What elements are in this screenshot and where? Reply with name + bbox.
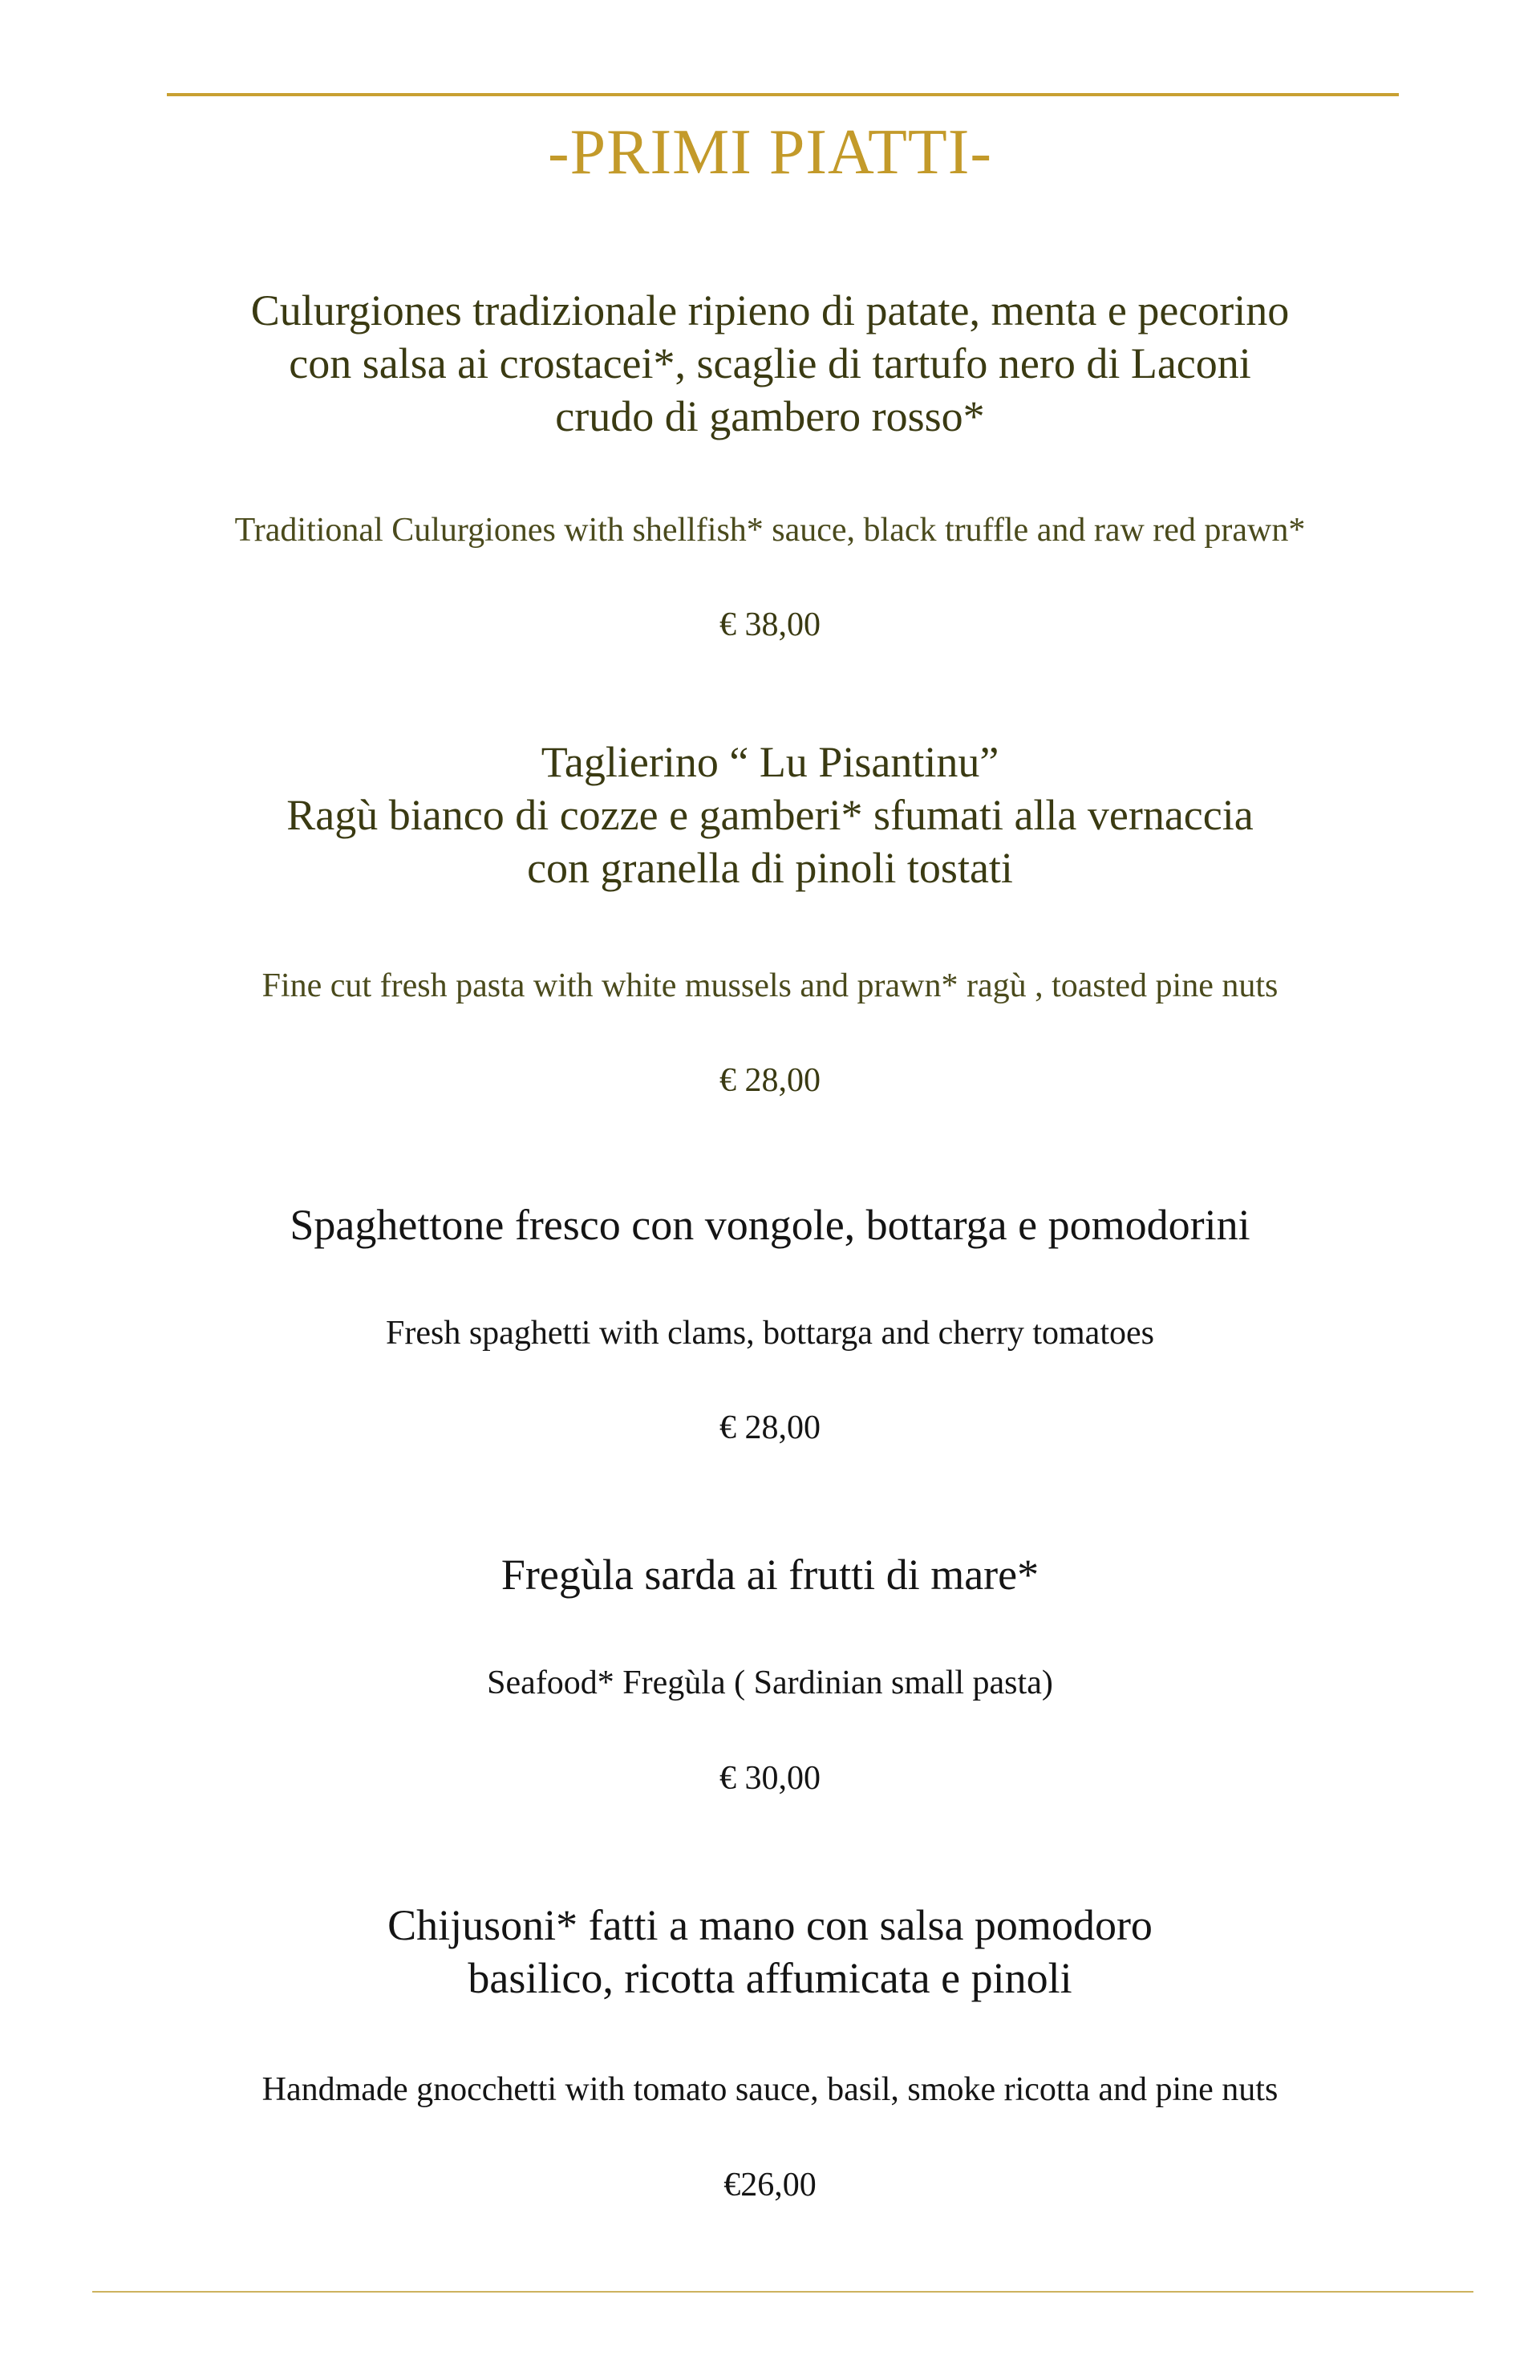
menu-item <box>0 284 1540 443</box>
dish-name-line: con granella di pinoli tostati <box>527 844 1013 892</box>
top-divider <box>167 93 1399 96</box>
dish-description: Fresh spaghetti with clams, bottarga and cherry tomatoes <box>386 1315 1154 1352</box>
dish-name <box>0 1198 1540 1251</box>
dish-name-line: Culurgiones tradizionale ripieno di patate, menta e pecorino <box>250 286 1290 334</box>
dish-name-line: Spaghettone fresco con vongole, bottarga e pomodorini <box>290 1201 1250 1249</box>
dish-price: € 38,00 <box>719 606 821 643</box>
menu-item <box>0 1899 1540 2005</box>
bottom-divider <box>92 2291 1473 2293</box>
dish-name-line: basilico, ricotta affumicata e pinoli <box>468 1954 1072 2002</box>
dish-name <box>0 736 1540 894</box>
dish-description: Fine cut fresh pasta with white mussels and prawn* ragù , toasted pine nuts <box>261 967 1279 1004</box>
dish-description: Handmade gnocchetti with tomato sauce, basil, smoke ricotta and pine nuts <box>261 2071 1279 2108</box>
page-title: -PRIMI PIATTI- <box>548 117 992 188</box>
dish-name-line: Ragù bianco di cozze e gamberi* sfumati alla vernaccia <box>286 791 1254 839</box>
menu-item <box>0 1548 1540 1601</box>
dish-price: € 30,00 <box>719 1760 821 1797</box>
dish-name <box>0 284 1540 443</box>
dish-name <box>0 1548 1540 1601</box>
dish-description: Traditional Culurgiones with shellfish* sauce, black truffle and raw red prawn* <box>234 512 1306 549</box>
menu-item <box>0 1198 1540 1251</box>
dish-name-line: crudo di gambero rosso* <box>555 392 985 440</box>
dish-price: € 28,00 <box>719 1409 821 1446</box>
dish-name-line: Fregùla sarda ai frutti di mare* <box>500 1551 1040 1599</box>
dish-name-line: Chijusoni* fatti a mano con salsa pomodoro <box>387 1901 1153 1949</box>
dish-name-line: Taglierino “ Lu Pisantinu” <box>541 738 999 786</box>
dish-name <box>0 1899 1540 2005</box>
dish-price: € 28,00 <box>719 1062 821 1099</box>
dish-description: Seafood* Fregùla ( Sardinian small pasta) <box>487 1664 1053 1701</box>
dish-price: €26,00 <box>723 2167 817 2204</box>
dish-name-line: con salsa ai crostacei*, scaglie di tartufo nero di Laconi <box>289 339 1251 387</box>
menu-item <box>0 736 1540 894</box>
